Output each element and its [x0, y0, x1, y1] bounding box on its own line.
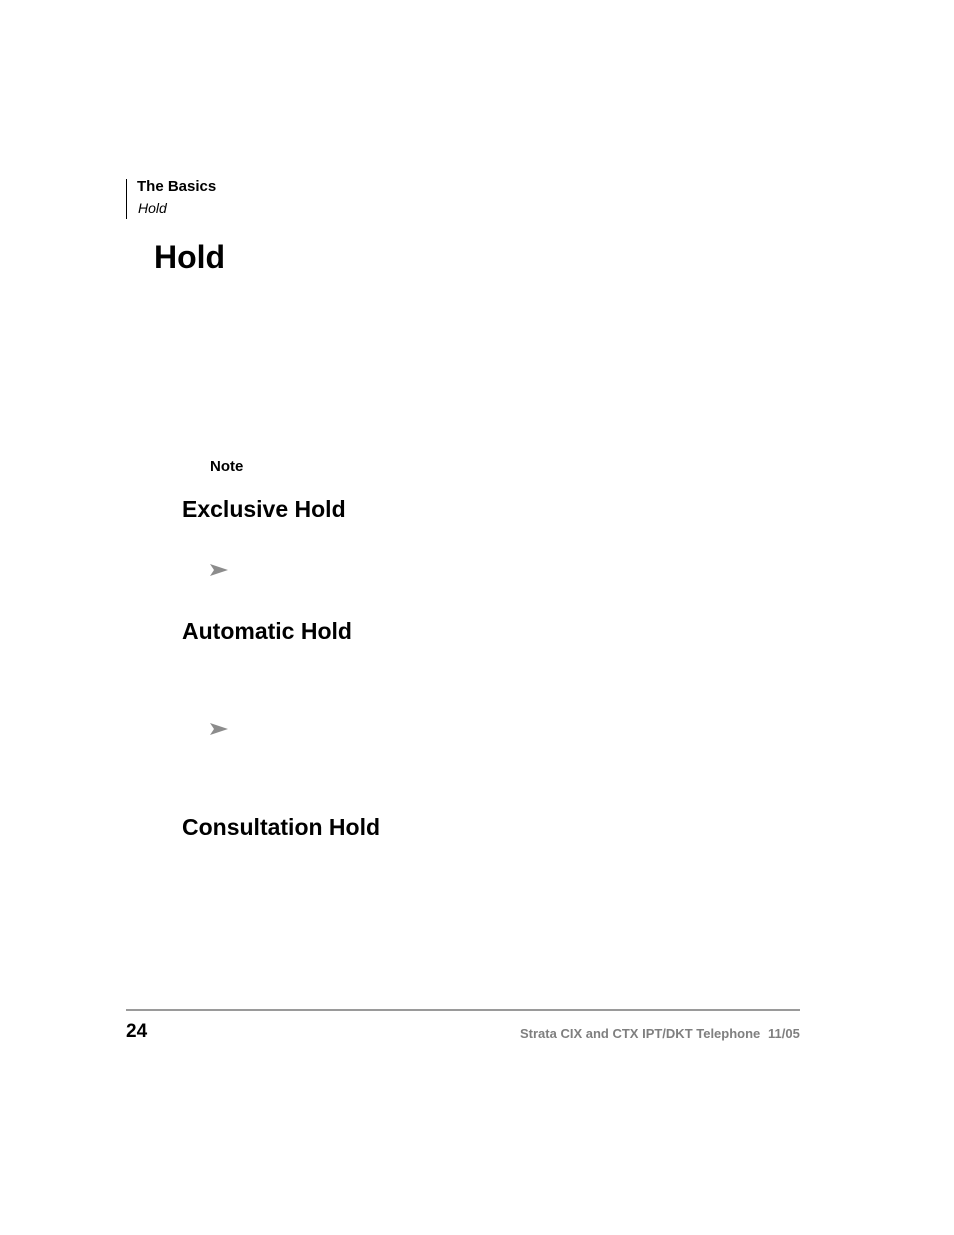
footer-rule — [126, 1009, 800, 1011]
note-label: Note — [210, 458, 244, 475]
section-subtitle: Hold — [138, 200, 167, 216]
exclusive-hold-heading: Exclusive Hold — [182, 496, 346, 522]
section-title: The Basics — [137, 178, 217, 195]
arrow-bullet-icon — [209, 563, 229, 577]
consultation-hold-heading: Consultation Hold — [182, 814, 381, 840]
page-number: 24 — [126, 1021, 148, 1042]
arrow-bullet-icon — [209, 722, 229, 736]
footer-date: 11/05 — [768, 1026, 800, 1041]
page-title: Hold — [154, 239, 226, 275]
footer-product-title: Strata CIX and CTX IPT/DKT Telephone — [520, 1026, 761, 1041]
header-rule — [126, 179, 127, 219]
automatic-hold-heading: Automatic Hold — [182, 618, 352, 644]
